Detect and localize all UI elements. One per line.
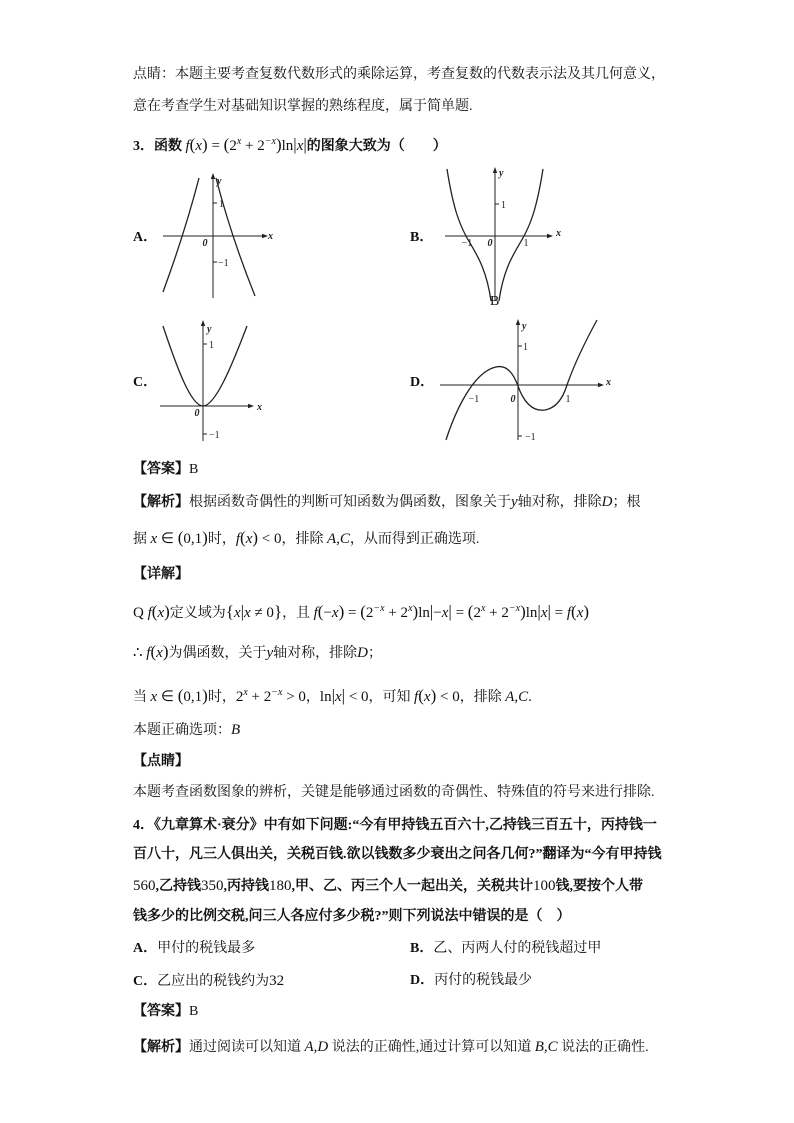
text-run: 钱多少的比例交税,问三人各应付多少税?”则下列说法中错误的是（ ） [133, 909, 571, 924]
math-run: | [429, 602, 434, 621]
text-run: C． [133, 974, 158, 989]
tick-label-y-1: 1 [209, 340, 214, 351]
math-run: 0,1 [183, 689, 203, 705]
math-run: + 2 [485, 605, 509, 621]
math-run: x [480, 603, 486, 614]
text-run: 【详解】 [133, 567, 189, 582]
q3-note-heading [133, 752, 189, 772]
text-run: 据 [133, 532, 151, 547]
math-run: x [156, 645, 163, 661]
math-run: ) [412, 602, 419, 621]
text-run: 通过阅读可以知道 [189, 1040, 305, 1055]
math-run: B,C [534, 1039, 558, 1055]
math-run: 2 [365, 605, 374, 621]
text-run: 【解析】 [133, 1040, 189, 1055]
math-run: 0,1 [183, 531, 203, 547]
math-run: D [601, 494, 613, 510]
q3-detail-line-3 [133, 683, 532, 708]
math-run: ∴ [133, 645, 147, 661]
math-run: −x [271, 687, 283, 698]
figure-b-option-label: B． [410, 230, 434, 245]
text-run: 点睛：本题主要考查复数代数形式的乘除运算，考查复数的代数表示法及其几何意义， [133, 67, 665, 82]
math-run: ) [164, 602, 170, 621]
q4-answer [133, 1002, 198, 1022]
text-run: 时， [207, 690, 236, 705]
math-run: 350 [201, 878, 224, 894]
math-run: ln [281, 138, 294, 154]
q4-option-a [133, 939, 255, 959]
q3-detail-line-2 [133, 642, 382, 664]
q3-note [133, 783, 655, 803]
text-run: 说法的正确性. [557, 1040, 649, 1055]
tick-label-y-1: 1 [219, 199, 224, 210]
math-run: x [245, 531, 253, 547]
tick-label-y-1: 1 [523, 342, 528, 353]
math-run: f [313, 605, 318, 621]
math-run: . [528, 689, 532, 705]
text-run: 定义域为 [169, 606, 226, 621]
y-axis-arrow [493, 167, 497, 173]
math-run: x [243, 687, 248, 698]
text-run: 甲付的税钱最多 [157, 941, 256, 956]
math-run: ) [252, 528, 259, 547]
x-axis-arrow [547, 234, 553, 238]
math-run: + 2 [384, 605, 409, 621]
math-run: 180 [269, 878, 292, 894]
text-run: 丙付的税钱最少 [434, 973, 533, 988]
origin-label: 0 [487, 238, 493, 249]
q3-correct-option [133, 720, 240, 741]
text-run: ,乙持钱 [155, 879, 201, 894]
text-run: 本题正确选项： [133, 723, 231, 738]
q4-option-c [133, 971, 284, 992]
math-run: < 0 [258, 531, 282, 547]
math-run: | [448, 602, 452, 621]
math-run: − [433, 605, 442, 621]
math-run: ) [202, 686, 208, 705]
math-run: < 0 [436, 689, 460, 705]
math-run: { [225, 602, 234, 621]
math-run: − [323, 605, 332, 621]
q4-option-b [410, 939, 601, 959]
text-run: 时， [207, 532, 236, 547]
figure-b [440, 165, 565, 305]
math-run: ( [240, 528, 246, 547]
math-run: x [331, 605, 339, 621]
math-run: y [266, 645, 274, 661]
text-run: 本题考查函数图象的辨析，关键是能够通过函数的奇偶性、特殊值的符号来进行排除. [133, 785, 655, 800]
math-run: x [195, 138, 203, 154]
text-run: 百八十，凡三人俱出关，关税百钱.欲以钱数多少衰出之问各几何?”翻译为“今有甲持钱 [133, 847, 662, 862]
text-run: ， [305, 690, 320, 705]
math-run: 2 [229, 138, 237, 154]
math-run: y [511, 494, 518, 510]
math-run: ( [177, 686, 184, 705]
math-run: x [244, 605, 251, 621]
math-run: f [566, 605, 572, 621]
note-line-2 [133, 97, 473, 117]
math-run: ( [571, 602, 577, 621]
curve-right-branch [499, 169, 543, 301]
math-run: 32 [269, 973, 285, 989]
math-run: ) [520, 602, 526, 621]
text-run: 【答案】 [133, 1004, 189, 1019]
q4-stem-line-3 [133, 876, 643, 897]
text-run: D． [410, 973, 435, 988]
math-run: ln [319, 689, 332, 705]
text-run: B． [410, 941, 434, 956]
math-run: | [547, 602, 551, 621]
x-axis-label: x [556, 228, 561, 239]
math-run: A,C [327, 531, 350, 547]
origin-label: 0 [194, 408, 200, 419]
math-run: = [451, 605, 468, 621]
text-run: 的图象大致为（ ） [306, 139, 447, 154]
math-run: Q [133, 605, 148, 621]
tick-label-y-neg1: −1 [209, 430, 220, 441]
figure-c [155, 318, 265, 443]
y-axis-arrow [201, 320, 205, 326]
math-run: | [341, 686, 346, 705]
math-run: ) [430, 686, 437, 705]
figure-d [435, 316, 615, 444]
math-run: f [147, 605, 152, 621]
math-run: D [357, 645, 368, 661]
math-run: > 0 [282, 689, 306, 705]
math-run: x [233, 605, 241, 621]
tick-label-x-1: 1 [523, 238, 529, 249]
text-run: ,甲、乙、丙三个人一起出关，关税共计 [291, 879, 533, 894]
math-run: ( [360, 602, 366, 621]
math-run: ) [202, 528, 208, 547]
x-axis-label: x [606, 377, 611, 388]
math-run: = [344, 605, 361, 621]
math-run: f [235, 531, 241, 547]
math-run: ) [583, 602, 590, 621]
q3-answer [133, 460, 198, 480]
text-run: 乙应出的税钱约为 [157, 974, 270, 989]
origin-label: 0 [510, 394, 516, 405]
origin-label: 0 [202, 238, 208, 249]
math-run: | [331, 686, 335, 705]
math-run: ( [467, 602, 474, 621]
math-run: ( [317, 602, 324, 621]
math-run: | [303, 135, 307, 154]
text-run: 【点睛】 [133, 754, 189, 769]
tick-label-x-neg1: −1 [461, 238, 473, 249]
math-run: | [240, 602, 245, 621]
math-run: −x [373, 603, 385, 614]
text-run: 根据函数奇偶性的判断可知函数为偶函数，图象关于 [189, 495, 511, 510]
text-run: 钱,要按个人带 [555, 879, 643, 894]
q4-option-d [410, 971, 532, 991]
math-run: 560 [133, 878, 156, 894]
math-run: ) [162, 642, 169, 661]
curve-left [163, 178, 199, 292]
text-run: ，从而得到正确选项. [349, 532, 480, 547]
text-run: 轴对称，排除 [517, 495, 602, 510]
text-run: ； [368, 646, 382, 661]
math-run: ( [189, 135, 196, 154]
text-run: ，排除 [459, 690, 506, 705]
math-run: f [185, 138, 190, 154]
text-run: 当 [133, 690, 151, 705]
text-run: 【答案】 [133, 462, 189, 477]
x-axis-label: x [257, 402, 262, 413]
math-run: x [296, 138, 304, 154]
math-run: = [207, 138, 224, 154]
math-run: 2 [473, 605, 481, 621]
text-run: ，且 [282, 606, 314, 621]
y-axis-label: y [522, 321, 527, 332]
y-axis-label: y [499, 168, 504, 179]
x-axis-arrow [598, 383, 604, 387]
y-axis-arrow [211, 173, 215, 179]
q3-detail-heading [133, 565, 189, 585]
math-run: ≠ 0 [250, 605, 274, 621]
figure-a-option-label: A． [133, 230, 158, 245]
x-axis-arrow [248, 404, 254, 408]
math-run: −x [264, 136, 276, 147]
math-run: x [150, 531, 158, 547]
text-run: 为偶函数，关于 [168, 646, 267, 661]
tick-label-x-neg1: −1 [468, 394, 480, 405]
math-run: x [441, 605, 449, 621]
note-line-1 [133, 65, 665, 85]
text-run: ,丙持钱 [223, 879, 269, 894]
tick-label-y-neg1: −1 [525, 432, 536, 443]
text-run: ，排除 [281, 532, 327, 547]
figure-d-option-label: D． [410, 375, 435, 390]
text-run: ，可知 [368, 690, 415, 705]
math-run: 2 [235, 689, 244, 705]
math-run: x [423, 689, 431, 705]
text-run: 说法的正确性,通过计算可以知道 [328, 1040, 535, 1055]
figure-a [155, 170, 280, 305]
text-run: 4．《九章算术·衰分》中有如下问题:“今有甲持钱五百六十,乙持钱三百五十，丙持钱一 [133, 818, 657, 833]
math-run: B [231, 722, 241, 738]
curve [446, 320, 597, 440]
math-run: ) [338, 602, 345, 621]
math-run: ( [150, 642, 157, 661]
text-run: ；根 [612, 495, 641, 510]
y-axis-label: y [217, 176, 222, 187]
q3-detail-line-1 [133, 599, 589, 624]
math-run: x [157, 605, 165, 621]
q4-stem-line-2 [133, 845, 662, 865]
math-run: f [414, 689, 419, 705]
math-run: 100 [533, 878, 556, 894]
math-run: + 2 [247, 689, 272, 705]
curve [163, 326, 247, 406]
math-run: < 0 [345, 689, 369, 705]
tick-label-y-neg1: −1 [218, 258, 229, 269]
math-run: ) [202, 135, 208, 154]
q3-stem [133, 132, 447, 157]
q3-analysis-line-2 [133, 528, 479, 550]
q4-stem-line-1 [133, 816, 657, 836]
figure-c-option-label: C． [133, 375, 158, 390]
math-run: ∈ [157, 689, 178, 705]
math-run: } [273, 602, 283, 621]
q4-stem-line-4 [133, 907, 571, 927]
math-run: ( [418, 686, 424, 705]
math-run: ) [275, 135, 282, 154]
math-run: x [335, 689, 342, 705]
text-run: 3．函数 [133, 139, 186, 154]
y-axis-label: y [207, 324, 212, 335]
x-axis-label: x [268, 231, 273, 242]
q4-analysis [133, 1037, 649, 1058]
math-run: A,D [304, 1039, 329, 1055]
math-run: A,C [505, 689, 529, 705]
text-run: 意在考查学生对基础知识掌握的熟练程度，属于简单题. [133, 99, 473, 114]
tick-label-x-1: 1 [565, 394, 571, 405]
math-run: −x [508, 603, 521, 614]
figure-b-caption: B [490, 294, 500, 309]
text-run: 【解析】 [133, 495, 189, 510]
math-run: x [540, 605, 548, 621]
text-run: B [189, 462, 199, 477]
math-run: x [236, 136, 242, 147]
math-run: = [550, 605, 567, 621]
text-run: 乙、丙两人付的税钱超过甲 [433, 941, 602, 956]
math-run: ∈ [157, 531, 178, 547]
math-run: ln [418, 605, 430, 621]
math-run: f [146, 645, 151, 661]
math-run: x [576, 605, 584, 621]
math-run: + 2 [241, 138, 265, 154]
math-run: ( [177, 528, 184, 547]
math-run: | [537, 602, 541, 621]
math-run: x [150, 689, 158, 705]
y-axis-arrow [516, 319, 520, 325]
text-run: 轴对称，排除 [273, 646, 358, 661]
curve-left-branch [447, 169, 491, 301]
tick-label-y-1: 1 [501, 200, 506, 211]
text-run: B [189, 1004, 199, 1019]
math-run: ( [223, 135, 230, 154]
math-run: x [408, 603, 413, 614]
curve-right [216, 178, 255, 296]
text-run: A． [133, 941, 158, 956]
math-run: ln [525, 605, 538, 621]
math-run: ( [151, 602, 158, 621]
q3-analysis-line-1 [133, 492, 641, 513]
math-run: | [293, 135, 297, 154]
